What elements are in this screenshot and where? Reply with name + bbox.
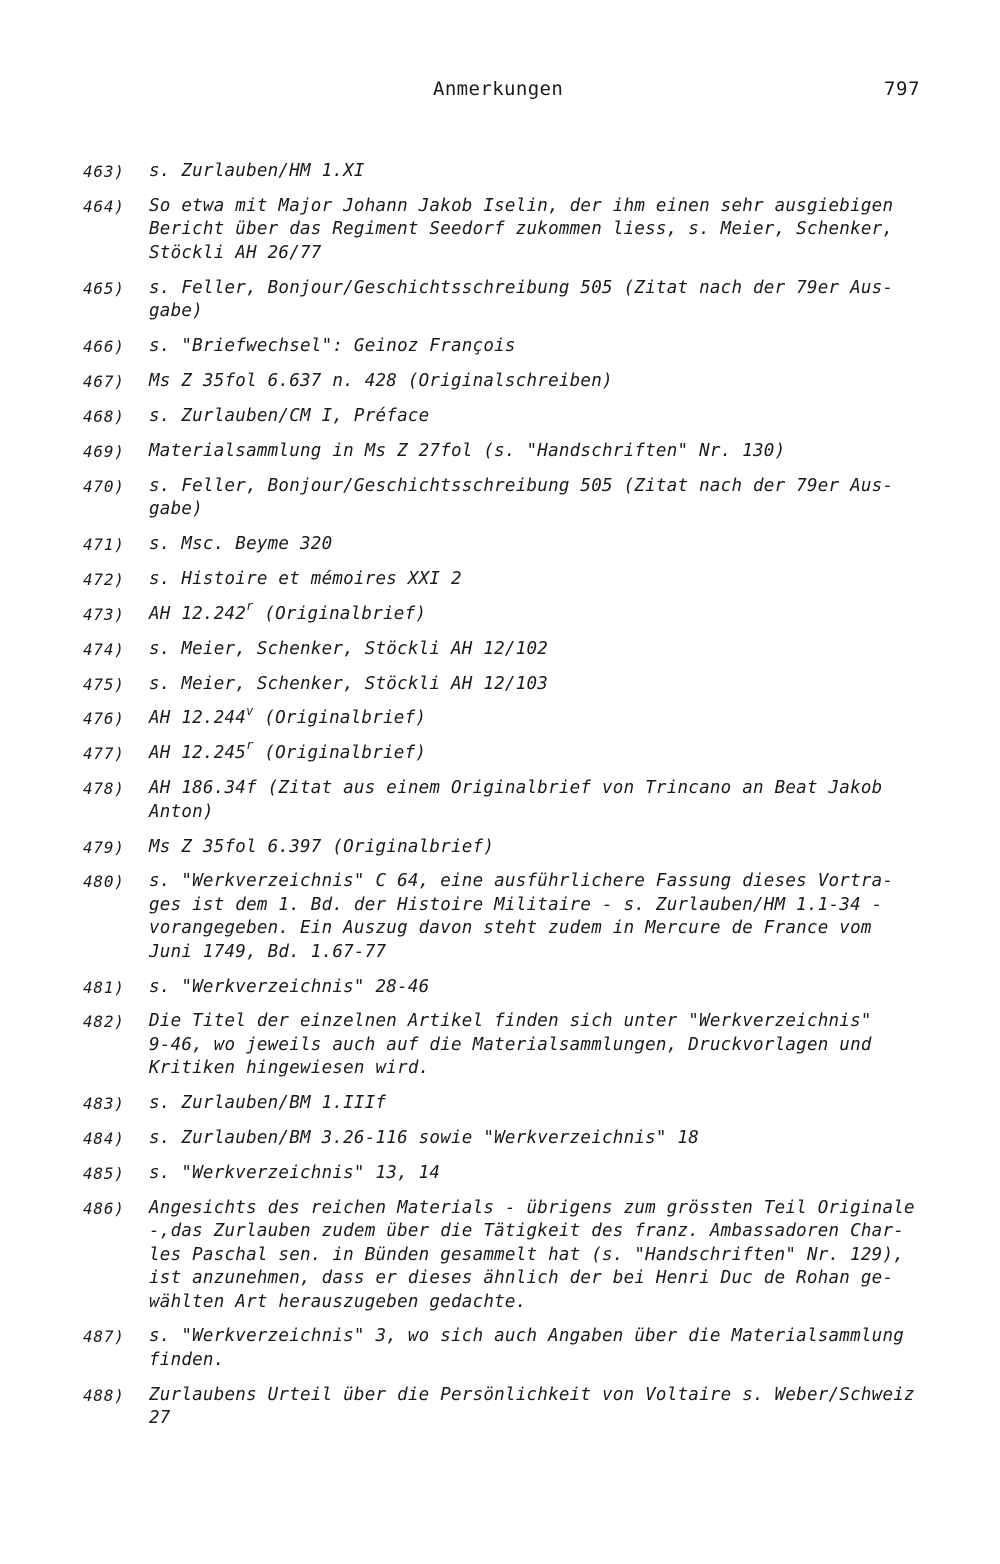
endnote-text: [149, 1127, 944, 1150]
endnote: [83, 738, 953, 765]
endnote-text-main: s. Meier, Schenker, Stöckli AH 12/102: [149, 638, 549, 659]
endnote-text-main: Ms Z 35fol 6.397 (Originalbrief): [149, 836, 495, 857]
endnote: [83, 277, 953, 324]
endnote-number: 467): [83, 371, 125, 391]
endnote-text: [149, 277, 944, 324]
endnote: [83, 1197, 953, 1314]
endnote-text: [149, 836, 944, 859]
endnote-text-main: s. Feller, Bonjour/Geschichtsschreibung 505 (Zitat nach der 79er Aus- gabe): [149, 277, 894, 322]
endnote-text-main: Angesichts des reichen Materials - übrigens zum grössten Teil Originale -,das Zurlauben zudem über die Tätigkeit des franz. Ambassadoren Char- les Paschal sen. in Bünden gesammelt hat (s. "Handschriften" Nr. 129), ist anzunehmen, dass er dieses ähnlich der bei Henri Duc de Rohan ge- wählten Art herauszugeben gedachte.: [149, 1197, 915, 1312]
endnote: [83, 440, 953, 463]
endnotes-list: [83, 160, 953, 1442]
endnote-text-main: s. "Briefwechsel": Geinoz François: [149, 335, 516, 356]
endnote-text: [149, 673, 944, 696]
endnote-number: 476): [83, 709, 125, 729]
endnote-number: 481): [83, 977, 125, 997]
endnote-text-suffix: (Originalbrief): [253, 708, 427, 729]
endnote-number: 487): [83, 1327, 125, 1347]
running-title: Anmerkungen: [433, 78, 564, 100]
folio-side-superscript: r: [246, 598, 254, 613]
page-number: 797: [884, 78, 921, 100]
endnote-text-main: AH 12.245: [149, 743, 247, 764]
endnote: [83, 1384, 953, 1431]
endnote: [83, 568, 953, 591]
endnote-text-main: AH 12.242: [149, 603, 247, 624]
endnote-number: 470): [83, 476, 125, 496]
endnote-text: [149, 195, 944, 265]
endnote-text-main: s. "Werkverzeichnis" 3, wo sich auch Angaben über die Materialsammlung finden.: [149, 1326, 905, 1370]
endnote-text: [149, 370, 944, 393]
endnote: [83, 703, 953, 730]
folio-side-superscript: v: [246, 703, 254, 718]
endnote-text-main: s. Zurlauben/BM 3.26-116 sowie "Werkverzeichnis" 18: [149, 1128, 700, 1149]
endnote-text: [149, 160, 944, 183]
endnote-text-main: AH 12.244: [149, 708, 247, 729]
endnote: [83, 335, 953, 358]
endnote: [83, 777, 953, 824]
endnote-text-main: s. "Werkverzeichnis" 28-46: [149, 976, 430, 997]
endnote-text-main: So etwa mit Major Johann Jakob Iselin, der ihm einen sehr ausgiebigen Bericht über das Regiment Seedorf zukommen liess, s. Meier, Schenker, Stöckli AH 26/77: [149, 195, 894, 263]
endnote-text: [149, 1197, 944, 1314]
endnote: [83, 673, 953, 696]
endnote-number: 474): [83, 639, 125, 659]
endnote-text-main: s. Zurlauben/CM I, Préface: [149, 405, 430, 426]
endnote-text-main: s. Meier, Schenker, Stöckli AH 12/103: [149, 673, 549, 694]
endnote-number: 475): [83, 674, 125, 694]
endnote: [83, 533, 953, 556]
endnote-text-suffix: (Originalbrief): [253, 743, 427, 764]
endnote-number: 469): [83, 441, 125, 461]
endnote-text: [149, 738, 944, 765]
endnote: [83, 1010, 953, 1080]
endnote-number: 480): [83, 872, 125, 892]
endnote-text-main: s. "Werkverzeichnis" 13, 14: [149, 1163, 441, 1183]
endnote: [83, 1092, 953, 1115]
endnote-number: 468): [83, 406, 125, 426]
endnote-text: [149, 533, 944, 556]
endnote-number: 484): [83, 1129, 125, 1149]
endnote-text-main: s. "Werkverzeichnis" C 64, eine ausführlichere Fassung dieses Vortra- ges ist dem 1. Bd. der Histoire Militaire - s. Zurlauben/HM 1.1-34 - vorangegeben. Ein Auszug davon steht zudem in Mercure de France vom Juni 1749, Bd. 1.67-77: [149, 871, 894, 962]
endnote-number: 466): [83, 336, 125, 356]
endnote-text: [149, 475, 944, 522]
endnote-text: [149, 703, 944, 730]
endnote-text: [149, 405, 944, 428]
endnote-text: [149, 1092, 944, 1115]
endnote: [83, 870, 953, 964]
endnote-number: 472): [83, 569, 125, 589]
endnote-number: 483): [83, 1094, 125, 1114]
endnote-text: [149, 870, 944, 964]
endnote: [83, 1325, 953, 1372]
endnote-number: 477): [83, 744, 125, 764]
endnote-text-main: Materialsammlung in Ms Z 27fol (s. "Handschriften" Nr. 130): [149, 440, 786, 461]
endnote-number: 464): [83, 196, 125, 216]
endnote: [83, 976, 953, 999]
endnote-text: [149, 1325, 944, 1372]
endnote-text: [149, 777, 944, 824]
endnote-text-main: Ms Z 35fol 6.637 n. 428 (Originalschreiben): [149, 370, 613, 391]
endnote-number: 486): [83, 1198, 125, 1218]
endnote-text: [149, 1384, 944, 1431]
endnote-text: [149, 335, 944, 358]
endnote: [83, 405, 953, 428]
endnote: [83, 195, 953, 265]
endnote-text-main: s. Zurlauben/HM 1.XI: [149, 161, 365, 181]
endnote-number: 471): [83, 534, 125, 554]
endnote-text: [149, 1162, 944, 1185]
endnote-text-main: Zurlaubens Urteil über die Persönlichkeit von Voltaire s. Weber/Schweiz 27: [149, 1384, 915, 1429]
endnote: [83, 475, 953, 522]
endnote-text: [149, 976, 944, 999]
endnote: [83, 370, 953, 393]
endnote-text-main: AH 186.34f (Zitat aus einem Originalbrief von Trincano an Beat Jakob Anton): [149, 778, 883, 822]
endnote-number: 463): [83, 162, 125, 181]
page-header: [0, 78, 1000, 108]
endnote-text: [149, 598, 944, 626]
endnote-number: 479): [83, 837, 125, 857]
endnote: [83, 598, 953, 626]
endnote-number: 478): [83, 779, 125, 799]
endnote: [83, 638, 953, 661]
folio-side-superscript: r: [246, 738, 254, 753]
endnote-text-main: Die Titel der einzelnen Artikel finden sich unter "Werkverzeichnis" 9-46, wo jeweils auch auf die Materialsammlungen, Druckvorlagen und Kritiken hingewiesen wird.: [149, 1011, 872, 1079]
endnote-number: 465): [83, 278, 125, 298]
endnote: [83, 1127, 953, 1150]
endnote-text: [149, 1010, 944, 1080]
endnote-number: 473): [83, 604, 125, 624]
endnote-text-main: s. Feller, Bonjour/Geschichtsschreibung 505 (Zitat nach der 79er Aus- gabe): [149, 475, 894, 519]
endnote-text: [149, 568, 944, 591]
endnote-number: 485): [83, 1164, 125, 1183]
endnote: [83, 1162, 953, 1185]
endnote-text-suffix: (Originalbrief): [253, 603, 427, 624]
endnote: [83, 160, 953, 183]
endnote-text-main: s. Zurlauben/BM 1.IIIf: [149, 1093, 387, 1114]
endnote-number: 488): [83, 1385, 125, 1405]
endnote-text-main: s. Histoire et mémoires XXI 2: [149, 568, 462, 589]
endnote-number: 482): [83, 1012, 125, 1032]
endnote-text-main: s. Msc. Beyme 320: [149, 533, 333, 554]
endnote: [83, 836, 953, 859]
endnote-text: [149, 638, 944, 661]
endnote-text: [149, 440, 944, 463]
